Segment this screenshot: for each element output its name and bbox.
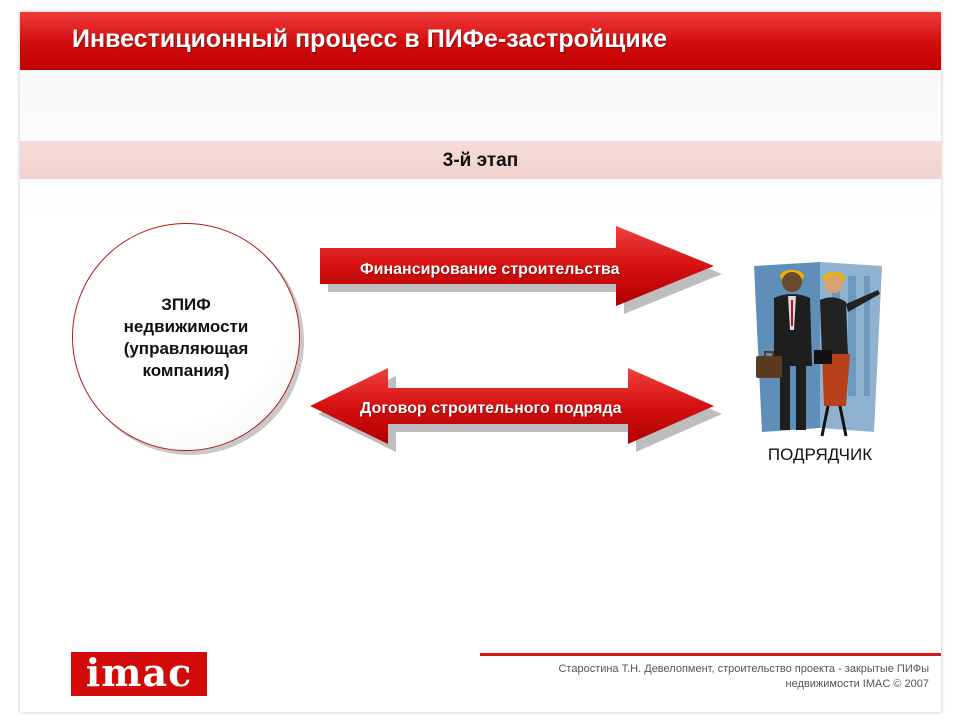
contractor-label: ПОДРЯДЧИК [767, 445, 873, 464]
imac-logo [71, 652, 207, 696]
footer-line-1: Старостина Т.Н. Девелопмент, строительство проекта - закрытые ПИФы [558, 663, 929, 675]
contractor-workers-icon [750, 246, 890, 446]
financing-arrow-label: Финансирование строительства [360, 261, 620, 278]
footer-line-2: недвижимости IMAC © 2007 [785, 678, 929, 690]
fund-line-1: ЗПИФ [161, 295, 211, 314]
footer-divider [480, 653, 941, 656]
footer-credit [469, 662, 929, 692]
contract-arrow-label: Договор строительного подряда [360, 400, 622, 417]
slide [20, 12, 941, 712]
stage-label: 3-й этап [442, 150, 519, 171]
logo-text: imac [85, 650, 193, 695]
slide-title: Инвестиционный процесс в ПИФе-застройщике [72, 25, 668, 53]
fund-line-2: недвижимости [123, 317, 249, 336]
fund-line-3: (управляющая [123, 339, 249, 358]
fund-line-4: компания) [142, 361, 230, 380]
